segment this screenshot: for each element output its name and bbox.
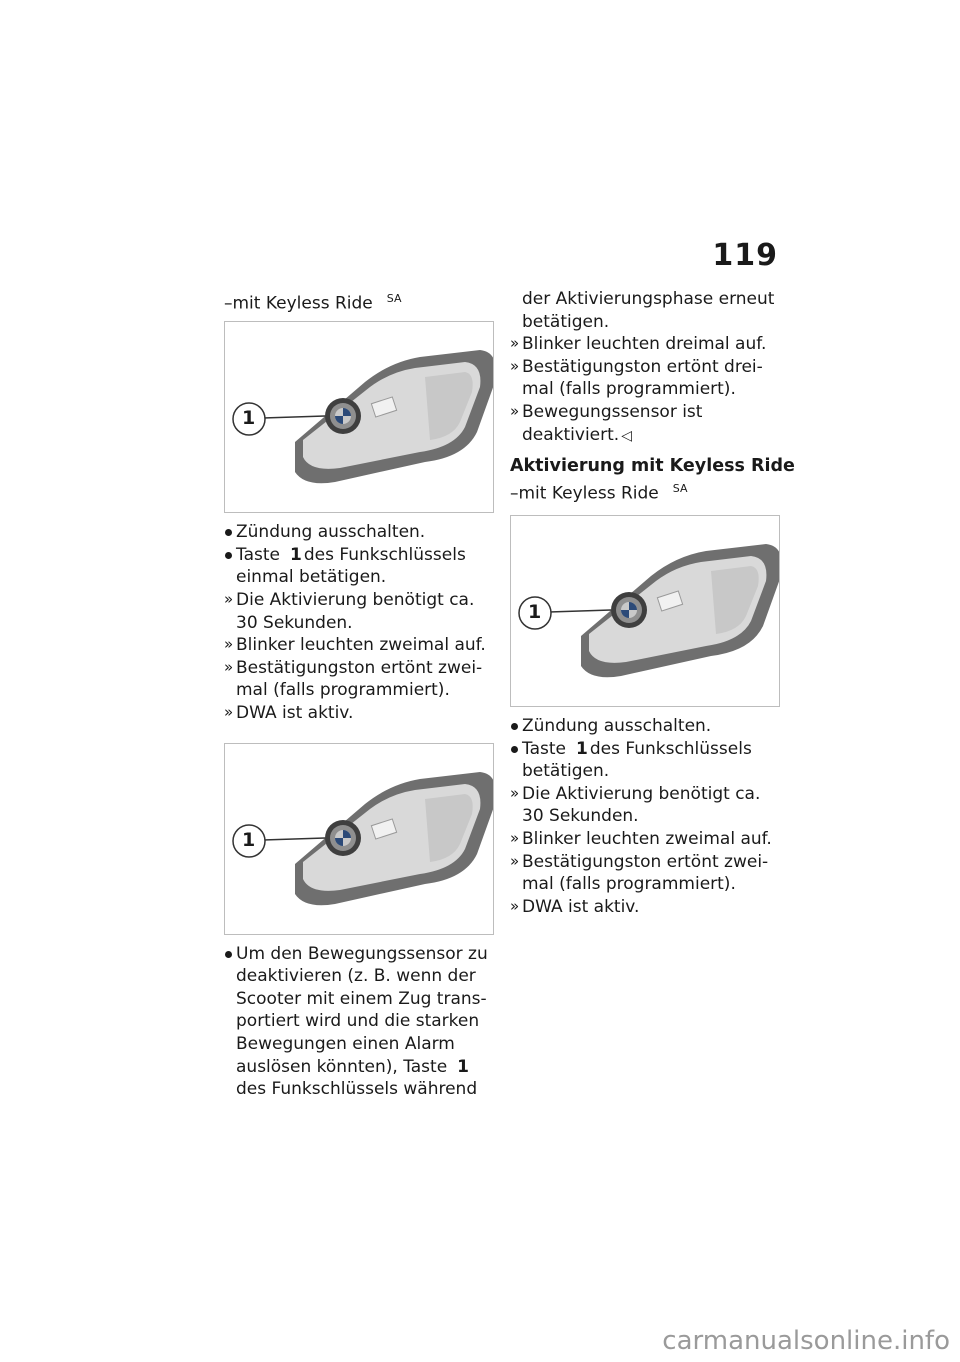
step-result: » Bestätigungston ertönt zwei- <box>510 851 769 872</box>
step-result: » Blinker leuchten zweimal auf. <box>510 828 772 849</box>
step-continuation: betätigen. <box>522 761 610 782</box>
reference-number: 1 <box>575 738 588 759</box>
step-bullet: Zündung ausschalten. <box>510 715 780 738</box>
keyfob-figure-2 <box>224 743 494 935</box>
left-column <box>224 288 494 1101</box>
sa-superscript: SA <box>386 292 402 305</box>
step-continuation: auslösen könnten), Taste 1 <box>236 1056 470 1077</box>
callout-label: 1 <box>242 407 256 430</box>
step-continuation: mal (falls programmiert). <box>236 680 450 701</box>
keyfob-illustration <box>225 744 493 934</box>
step-continuation: 30 Sekunden. <box>522 806 639 827</box>
step-continuation: Bewegungen einen Alarm <box>236 1033 455 1054</box>
step-result: » Blinker leuchten dreimal auf. <box>510 334 767 355</box>
step-continuation: des Funkschlüssels während <box>236 1079 478 1100</box>
page-number: 119 <box>712 238 778 273</box>
step-result: » DWA ist aktiv. <box>510 896 640 917</box>
step-continuation: portiert wird und die starken <box>236 1011 480 1032</box>
callout-label: 1 <box>242 828 256 851</box>
condition-line <box>510 478 780 505</box>
condition-text: –mit Keyless Ride <box>224 293 373 314</box>
keyfob-illustration <box>511 516 779 706</box>
step-continuation: einmal betätigen. <box>236 567 387 588</box>
sa-superscript: SA <box>672 481 688 495</box>
step-result: » Bestätigungston ertönt drei- <box>510 356 763 377</box>
step-bullet: Um den Bewegungssensor zu <box>224 943 494 966</box>
section-heading: Aktivierung mit Keyless Ride <box>510 456 795 477</box>
step-result: » DWA ist aktiv. <box>224 703 354 723</box>
step-continuation: Scooter mit einem Zug trans- <box>236 988 487 1009</box>
step-continuation: deaktivieren (z. B. wenn der <box>236 966 476 987</box>
step-result: » Bestätigungston ertönt zwei- <box>224 657 483 678</box>
watermark: carmanualsonline.info <box>662 1326 950 1356</box>
step-bullet: Taste 1 des Funkschlüssels <box>224 544 494 567</box>
keyfob-figure-3 <box>510 515 780 707</box>
callout-label: 1 <box>528 601 542 623</box>
condition-line <box>224 288 494 315</box>
step-bullet: Taste 1 des Funkschlüssels <box>510 738 780 761</box>
step-continuation: mal (falls programmiert). <box>522 379 736 400</box>
step-continuation: der Aktivierungsphase erneut <box>522 289 775 309</box>
step-result: » Bewegungssensor ist <box>510 401 703 422</box>
keyfob-figure-1 <box>224 321 494 513</box>
step-result: » Die Aktivierung benötigt ca. <box>224 590 475 611</box>
step-result: » Blinker leuchten zweimal auf. <box>224 635 486 656</box>
condition-text: –mit Keyless Ride <box>510 483 659 504</box>
step-bullet: Zündung ausschalten. <box>224 521 494 544</box>
step-continuation: betätigen. <box>522 311 610 332</box>
end-marker-icon: ◁ <box>621 427 632 444</box>
reference-number: 1 <box>289 544 302 565</box>
step-continuation: mal (falls programmiert). <box>522 874 736 895</box>
step-result: » Die Aktivierung benötigt ca. <box>510 783 761 804</box>
step-continuation: deaktiviert. ◁ <box>522 424 632 445</box>
reference-number: 1 <box>457 1056 470 1077</box>
keyfob-illustration <box>225 322 493 512</box>
right-column <box>510 288 795 918</box>
step-continuation: 30 Sekunden. <box>236 612 353 633</box>
